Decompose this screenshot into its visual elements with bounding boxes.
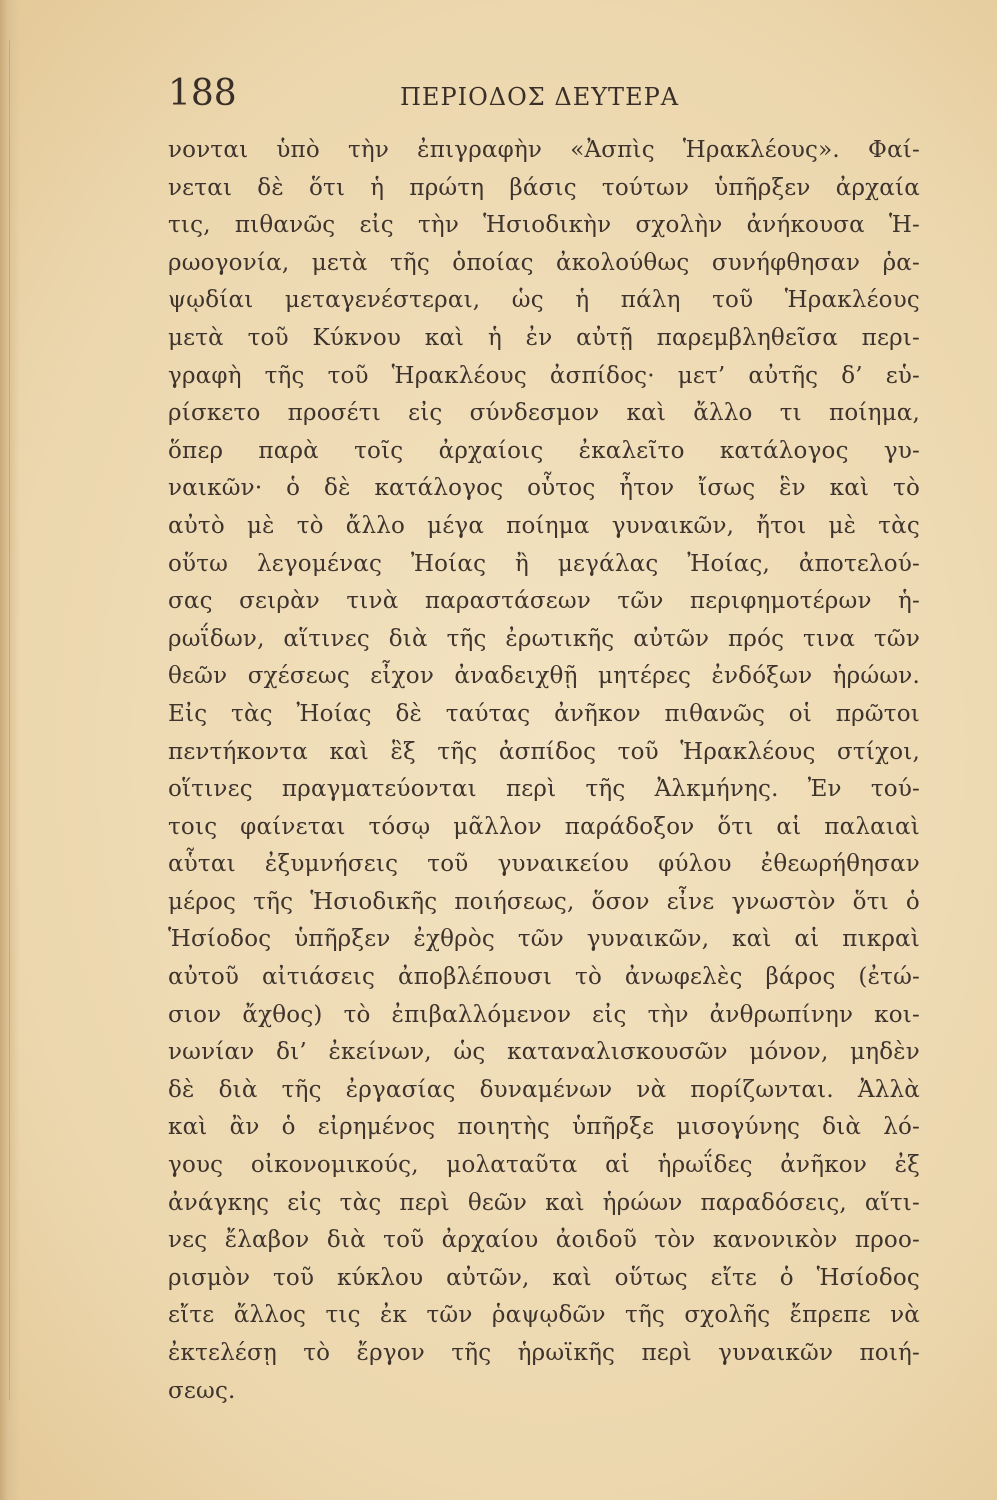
gutter-line — [9, 40, 10, 1400]
text-line: νωνίαν δι’ ἐκείνων, ὡς καταναλισκουσῶν μόνον, μηδὲν — [168, 1039, 920, 1066]
text-line: ρισμὸν τοῦ κύκλου αὐτῶν, καὶ οὕτως εἴτε ὁ Ἡσίοδος — [168, 1264, 920, 1291]
text-line: οἵτινες πραγματεύονται περὶ τῆς Ἀλκμήνης. Ἐν τού- — [168, 776, 920, 803]
text-line: αὐτὸ μὲ τὸ ἄλλο μέγα ποίημα γυναικῶν, ἤτοι μὲ τὰς — [168, 512, 920, 539]
text-line: Ἡσίοδος ὑπῆρξεν ἐχθρὸς τῶν γυναικῶν, καὶ αἱ πικραὶ — [168, 926, 920, 953]
text-line: εἴτε ἄλλος τις ἐκ τῶν ῥαψῳδῶν τῆς σχολῆς ἔπρεπε νὰ — [168, 1302, 920, 1329]
text-line: δὲ διὰ τῆς ἐργασίας δυναμένων νὰ πορίζωνται. Ἀλλὰ — [168, 1076, 920, 1103]
text-line: νονται ὑπὸ τὴν ἐπιγραφὴν «Ἀσπὶς Ἡρακλέους». Φαί- — [168, 137, 920, 163]
text-line: νες ἔλαβον διὰ τοῦ ἀρχαίου ἀοιδοῦ τὸν κανονικὸν προο- — [168, 1227, 920, 1254]
text-line: ἐκτελέσῃ τὸ ἔργον τῆς ἡρωϊκῆς περὶ γυναικῶν ποιή- — [168, 1340, 920, 1366]
text-line: τοις φαίνεται τόσῳ μᾶλλον παράδοξον ὅτι αἱ παλαιαὶ — [168, 813, 920, 840]
book-gutter — [0, 0, 20, 1500]
page-number: 188 — [168, 73, 237, 114]
text-line: σας σειρὰν τινὰ παραστάσεων τῶν περιφημοτέρων ἡ- — [168, 588, 920, 615]
text-line: ναικῶν· ὁ δὲ κατάλογος οὗτος ἦτον ἴσως ἓν καὶ τὸ — [168, 475, 920, 502]
page-header — [168, 72, 918, 122]
text-line: ρωογονία, μετὰ τῆς ὁποίας ἀκολούθως συνήφθησαν ῥα- — [168, 249, 920, 276]
text-line: αὗται ἐξυμνήσεις τοῦ γυναικείου φύλου ἐθεωρήθησαν — [168, 851, 920, 878]
text-line: ρωΐδων, αἵτινες διὰ τῆς ἐρωτικῆς αὐτῶν πρός τινα τῶν — [168, 625, 920, 652]
text-line: Εἰς τὰς Ἠοίας δὲ ταύτας ἀνῆκον πιθανῶς οἱ πρῶτοι — [168, 700, 920, 727]
text-line: αὐτοῦ αἰτιάσεις ἀποβλέπουσι τὸ ἀνωφελὲς βάρος (ἐτώ- — [168, 964, 920, 991]
text-line: μετὰ τοῦ Κύκνου καὶ ἡ ἐν αὐτῇ παρεμβληθεῖσα περι- — [168, 324, 920, 351]
running-head: ΠΕΡΙΟΔΟΣ ΔΕΥΤΕΡΑ — [400, 83, 680, 111]
text-line: γους οἰκονομικούς, μολαταῦτα αἱ ἡρωΐδες ἀνῆκον ἐξ — [168, 1152, 920, 1179]
text-line: καὶ ἂν ὁ εἰρημένος ποιητὴς ὑπῆρξε μισογύνης διὰ λό- — [168, 1114, 920, 1141]
text-line: θεῶν σχέσεως εἶχον ἀναδειχθῇ μητέρες ἐνδόξων ἡρώων. — [168, 663, 920, 690]
text-line: τις, πιθανῶς εἰς τὴν Ἡσιοδικὴν σχολὴν ἀνήκουσα Ἡ- — [168, 212, 920, 239]
text-line: ρίσκετο προσέτι εἰς σύνδεσμον καὶ ἄλλο τι ποίημα, — [168, 400, 920, 427]
text-line: νεται δὲ ὅτι ἡ πρώτη βάσις τούτων ὑπῆρξεν ἀρχαία — [168, 174, 920, 201]
text-line: γραφὴ τῆς τοῦ Ἡρακλέους ἀσπίδος· μετ’ αὐτῆς δ’ εὑ- — [168, 362, 920, 389]
text-line: ψῳδίαι μεταγενέστεραι, ὡς ἡ πάλη τοῦ Ἡρακλέους — [168, 287, 920, 314]
text-line: ἀνάγκης εἰς τὰς περὶ θεῶν καὶ ἡρώων παραδόσεις, αἵτι- — [168, 1189, 920, 1216]
text-line: σιον ἄχθος) τὸ ἐπιβαλλόμενον εἰς τὴν ἀνθρωπίνην κοι- — [168, 1001, 920, 1028]
text-line: σεως. — [168, 1377, 236, 1404]
text-line: πεντήκοντα καὶ ἓξ τῆς ἀσπίδος τοῦ Ἡρακλέους στίχοι, — [168, 738, 920, 765]
text-line: οὕτω λεγομένας Ἠοίας ἢ μεγάλας Ἠοίας, ἀποτελού- — [168, 550, 920, 577]
body-text — [168, 132, 920, 1410]
text-line: ὅπερ παρὰ τοῖς ἀρχαίοις ἐκαλεῖτο κατάλογος γυ- — [168, 437, 920, 464]
text-line: μέρος τῆς Ἡσιοδικῆς ποιήσεως, ὅσον εἶνε γνωστὸν ὅτι ὁ — [168, 888, 920, 915]
